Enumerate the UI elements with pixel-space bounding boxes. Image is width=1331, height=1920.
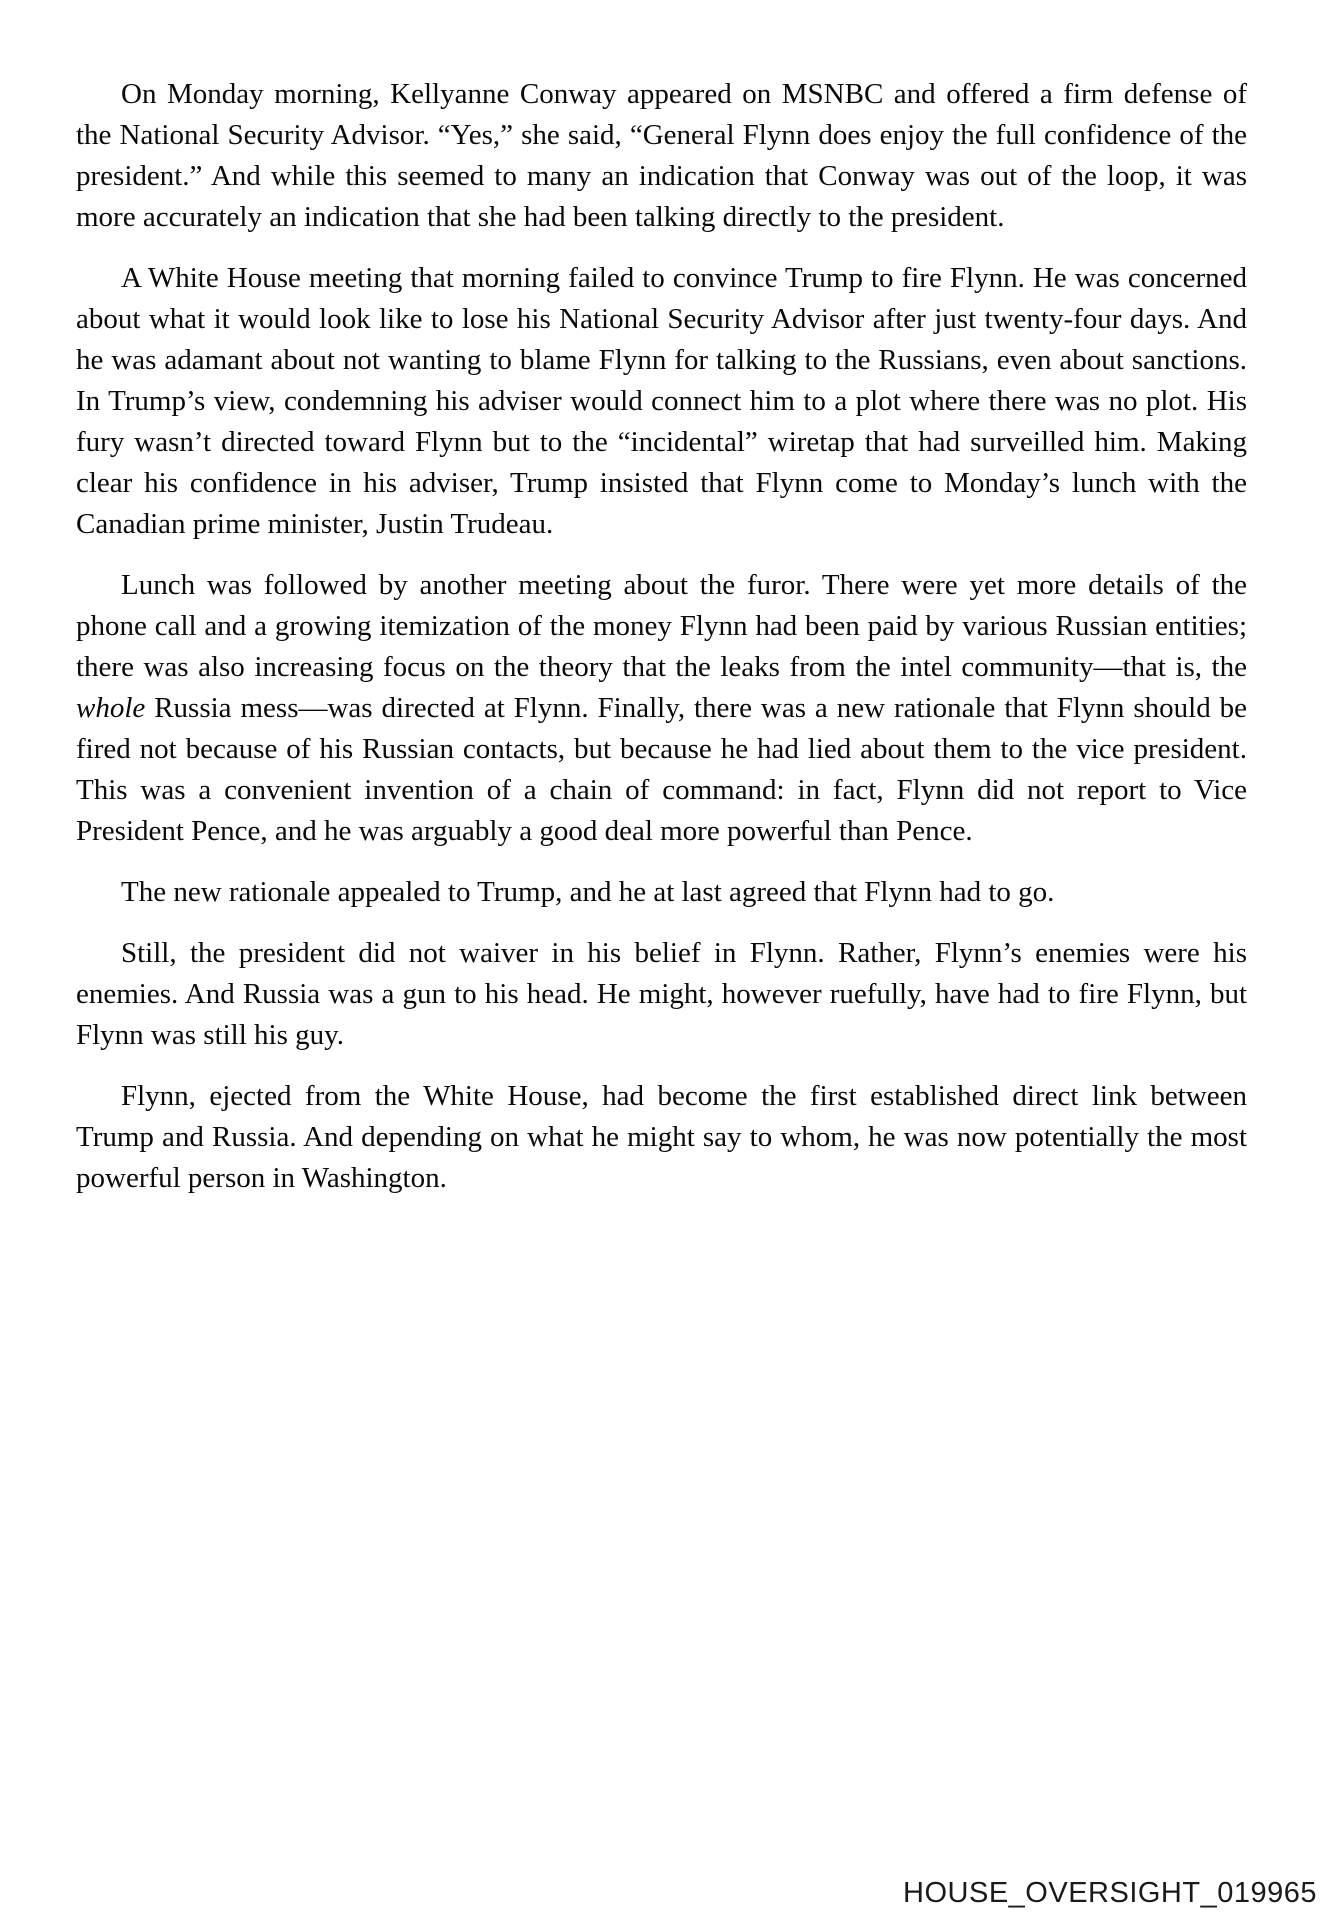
paragraph-lunch-meeting-text-after: Russia mess—was directed at Flynn. Finally, there was a new rationale that Flynn should be fired not because of his Russian contacts, but because he had lied about them to the vice president. This was a convenient invention of a chain of command: in fact, Flynn did not report to Vice President Pence, and he was arguably a good deal more powerful than Pence.: [76, 692, 1247, 847]
paragraph-lunch-meeting-text-before: Lunch was followed by another meeting about the furor. There were yet more details of the phone call and a growing itemization of the money Flynn had been paid by various Russian entities; there was also increasing focus on the theory that the leaks from the intel community—that is, the: [76, 569, 1247, 683]
bates-stamp: HOUSE_OVERSIGHT_019965: [903, 1877, 1317, 1909]
paragraph-lunch-meeting: [76, 565, 1247, 852]
paragraph-white-house-meeting: A White House meeting that morning failed to convince Trump to fire Flynn. He was concerned about what it would look like to lose his National Security Advisor after just twenty-four days. And he was adamant about not wanting to blame Flynn for talking to the Russians, even about sanctions. In Trump’s view, condemning his adviser would connect him to a plot where there was no plot. His fury wasn’t directed toward Flynn but to the “incidental” wiretap that had surveilled him. Making clear his confidence in his adviser, Trump insisted that Flynn come to Monday’s lunch with the Canadian prime minister, Justin Trudeau.: [76, 262, 1247, 540]
paragraph-new-rationale: The new rationale appealed to Trump, and he at last agreed that Flynn had to go.: [121, 876, 1055, 908]
paragraph-lunch-meeting-italic-word: whole: [76, 692, 146, 724]
body-text: [76, 74, 1247, 1199]
paragraph-flynn-ejected: Flynn, ejected from the White House, had become the first established direct link between Trump and Russia. And depending on what he might say to whom, he was now potentially the most powerful person in Washington.: [76, 1080, 1247, 1194]
paragraph-kellyanne-conway: On Monday morning, Kellyanne Conway appeared on MSNBC and offered a firm defense of the National Security Advisor. “Yes,” she said, “General Flynn does enjoy the full confidence of the president.” And while this seemed to many an indication that Conway was out of the loop, it was more accurately an indication that she had been talking directly to the president.: [76, 78, 1247, 233]
paragraph-still-belief: Still, the president did not waiver in his belief in Flynn. Rather, Flynn’s enemies were his enemies. And Russia was a gun to his head. He might, however ruefully, have had to fire Flynn, but Flynn was still his guy.: [76, 937, 1247, 1051]
